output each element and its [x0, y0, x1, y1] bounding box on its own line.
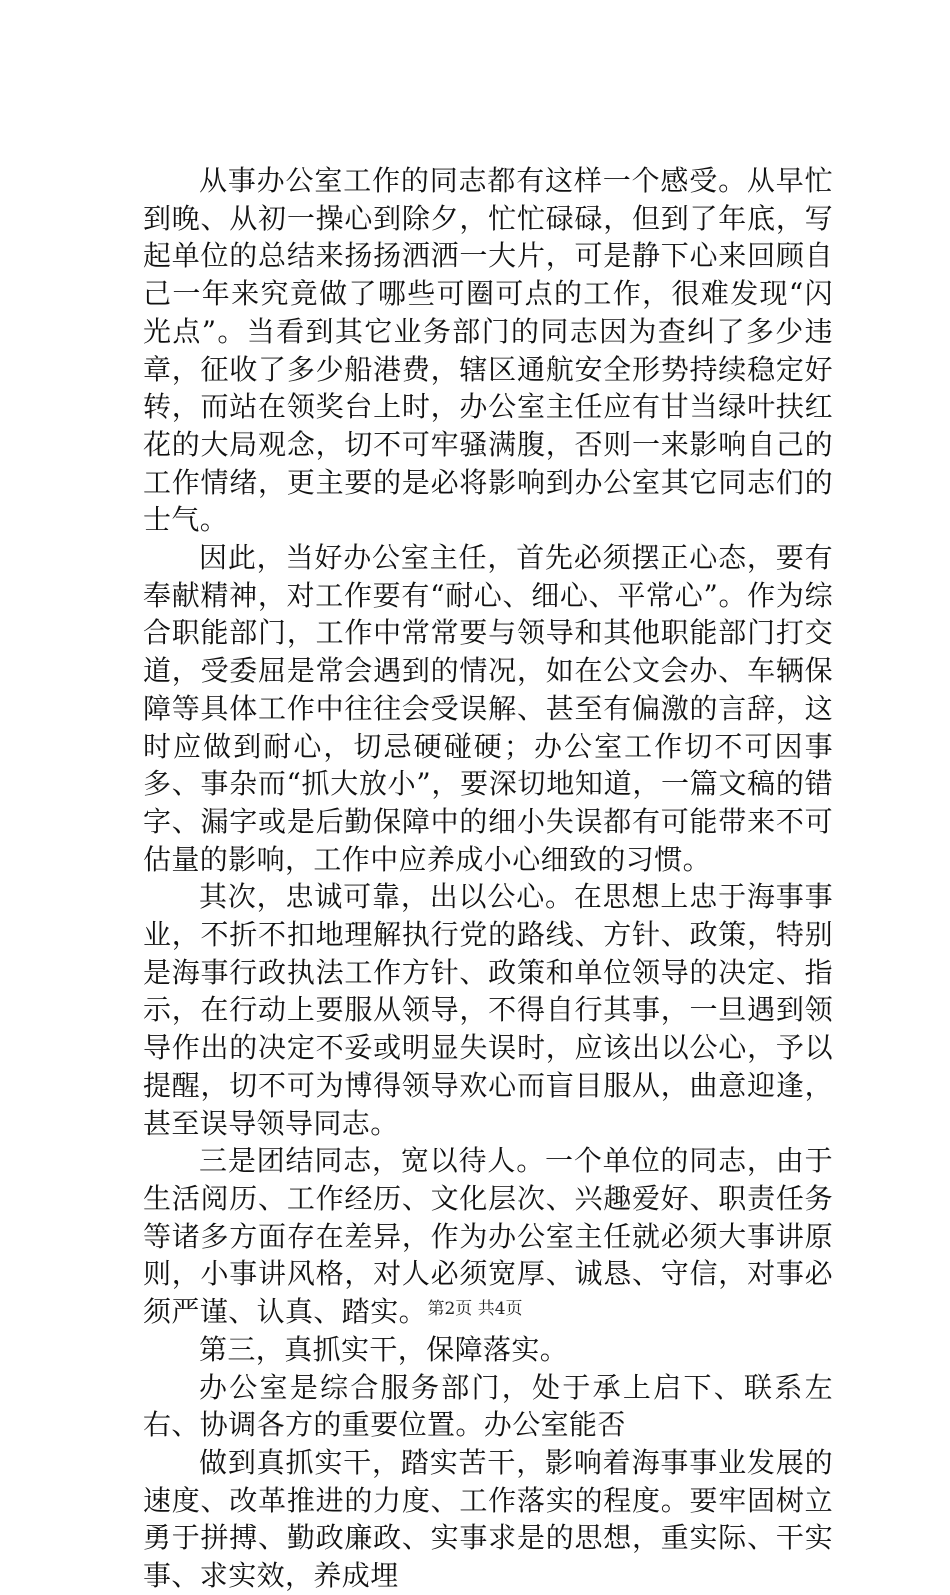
document-body	[143, 162, 833, 1595]
page-number-footer: 第2页 共4页	[427, 1299, 523, 1319]
paragraph-7: 做到真抓实干，踏实苦干，影响着海事事业发展的速度、改革推进的力度、工作落实的程度。要牢固树立勇于拼搏、勤政廉政、实事求是的思想，重实际、干实事、求实效，养成埋	[143, 1445, 833, 1593]
paragraph-5: 第三，真抓实干，保障落实。	[199, 1332, 569, 1366]
paragraph-6: 办公室是综合服务部门，处于承上启下、联系左右、协调各方的重要位置。办公室能否	[143, 1370, 833, 1442]
paragraph-2: 因此，当好办公室主任，首先必须摆正心态，要有奉献精神，对工作要有“耐心、细心、平常心”。作为综合职能部门，工作中常常要与领导和其他职能部门打交道，受委屈是常会遇到的情况，如在公文会办、车辆保障等具体工作中往往会受误解、甚至有偏激的言辞，这时应做到耐心，切忌硬碰硬；办公室工作切不可因事多、事杂而“抓大放小”，要深切地知道，一篇文稿的错字、漏字或是后勤保障中的细小失误都有可能带来不可估量的影响，工作中应养成小心细致的习惯。	[143, 541, 833, 876]
paragraph-3: 其次，忠诚可靠，出以公心。在思想上忠于海事事业，不折不扣地理解执行党的路线、方针、政策，特别是海事行政执法工作方针、政策和单位领导的决定、指示，在行动上要服从领导，不得自行其事，一旦遇到领导作出的决定不妥或明显失误时，应该出以公心，予以提醒，切不可为博得领导欢心而盲目服从，曲意迎逢，甚至误导领导同志。	[143, 880, 833, 1140]
paragraph-4: 三是团结同志，宽以待人。一个单位的同志，由于生活阅历、工作经历、文化层次、兴趣爱好、职责任务等诸多方面存在差异，作为办公室主任就必须大事讲原则，小事讲风格，对人必须宽厚、诚恳、守信，对事必须严谨、认真、踏实。	[143, 1144, 833, 1329]
paragraph-1: 从事办公室工作的同志都有这样一个感受。从早忙到晚、从初一操心到除夕，忙忙碌碌，但到了年底，写起单位的总结来扬扬洒洒一大片，可是静下心来回顾自己一年来究竟做了哪些可圈可点的工作，很难发现“闪光点”。当看到其它业务部门的同志因为查纠了多少违章，征收了多少船港费，辖区通航安全形势持续稳定好转，而站在领奖台上时，办公室主任应有甘当绿叶扶红花的大局观念，切不可牢骚满腹，否则一来影响自己的工作情绪，更主要的是必将影响到办公室其它同志们的士气。	[143, 164, 833, 537]
